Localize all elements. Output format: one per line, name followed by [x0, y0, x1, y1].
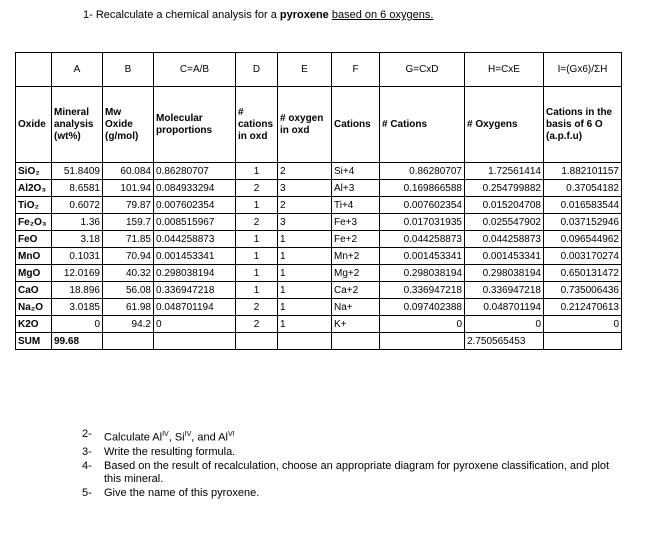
value-cell: 70.94 — [103, 248, 154, 265]
sum-cell: 99.68 — [52, 333, 103, 350]
value-cell: 0.001453341 — [154, 248, 236, 265]
value-cell: 159.7 — [103, 214, 154, 231]
value-cell: 0.6072 — [52, 197, 103, 214]
value-cell: 0.044258873 — [380, 231, 465, 248]
value-cell: Al+3 — [332, 180, 380, 197]
header-cell: # cations in oxd — [236, 87, 278, 163]
header-cell: Cations in the basis of 6 O (a.p.f.u) — [544, 87, 622, 163]
value-cell: 94.2 — [103, 316, 154, 333]
value-cell: 0.298038194 — [154, 265, 236, 282]
value-cell: 0.025547902 — [465, 214, 544, 231]
value-cell: 2 — [236, 299, 278, 316]
oxide-cell: K2O — [16, 316, 52, 333]
letter-cell: H=CxE — [465, 53, 544, 87]
value-cell: 0.015204708 — [465, 197, 544, 214]
empty-cell — [103, 333, 154, 350]
value-cell: 0.254799882 — [465, 180, 544, 197]
header-cell: Cations — [332, 87, 380, 163]
task-item — [82, 460, 614, 486]
table-row — [16, 214, 622, 231]
task-text: Based on the result of recalculation, choose an appropriate diagram for pyroxene classification, and plot this mineral. — [104, 459, 610, 485]
header-cell: # Cations — [380, 87, 465, 163]
heading-bold: pyroxene — [279, 9, 329, 21]
value-cell: 0.169866588 — [380, 180, 465, 197]
header-cell: Oxide — [16, 87, 52, 163]
header-cell: Mineral analysis (wt%) — [52, 87, 103, 163]
value-cell: 0 — [154, 316, 236, 333]
value-cell: 0.044258873 — [465, 231, 544, 248]
value-cell: Mn+2 — [332, 248, 380, 265]
value-cell: 2 — [236, 214, 278, 231]
value-cell: 0.86280707 — [380, 163, 465, 180]
table-row — [16, 248, 622, 265]
value-cell: Ti+4 — [332, 197, 380, 214]
value-cell: 1 — [278, 231, 332, 248]
heading-underlined: based on 6 oxygens. — [331, 9, 434, 21]
value-cell: 0.097402388 — [380, 299, 465, 316]
value-cell: 0.048701194 — [465, 299, 544, 316]
value-cell: 0.048701194 — [154, 299, 236, 316]
task-number: 2- — [82, 428, 92, 440]
value-cell: 51.8409 — [52, 163, 103, 180]
value-cell: 0.336947218 — [465, 282, 544, 299]
value-cell: 2 — [236, 180, 278, 197]
oxide-cell: CaO — [16, 282, 52, 299]
value-cell: 1 — [236, 231, 278, 248]
oxide-cell: MgO — [16, 265, 52, 282]
value-cell: Si+4 — [332, 163, 380, 180]
header-row — [16, 87, 622, 163]
letter-cell: A — [52, 53, 103, 87]
value-cell: Fe+2 — [332, 231, 380, 248]
table-row — [16, 282, 622, 299]
task-number: 5- — [82, 486, 92, 499]
value-cell: 0.735006436 — [544, 282, 622, 299]
value-cell: 0.1031 — [52, 248, 103, 265]
value-cell: 1.882101157 — [544, 163, 622, 180]
table-row — [16, 299, 622, 316]
task-item — [82, 446, 614, 459]
value-cell: 60.084 — [103, 163, 154, 180]
value-cell: 3 — [278, 180, 332, 197]
table-row — [16, 197, 622, 214]
task-list — [82, 428, 614, 501]
value-cell: 18.896 — [52, 282, 103, 299]
value-cell: 0.096544962 — [544, 231, 622, 248]
value-cell: 0.007602354 — [154, 197, 236, 214]
value-cell: 0.003170274 — [544, 248, 622, 265]
letter-cell-blank — [16, 53, 52, 87]
oxide-cell: MnO — [16, 248, 52, 265]
value-cell: 0.298038194 — [465, 265, 544, 282]
value-cell: 1 — [236, 265, 278, 282]
letter-cell: F — [332, 53, 380, 87]
oxide-cell: SiO₂ — [16, 163, 52, 180]
value-cell: 8.6581 — [52, 180, 103, 197]
letter-cell: E — [278, 53, 332, 87]
value-cell: Mg+2 — [332, 265, 380, 282]
header-cell: Molecular proportions — [154, 87, 236, 163]
oxide-cell: FeO — [16, 231, 52, 248]
table-row — [16, 163, 622, 180]
letter-cell: D — [236, 53, 278, 87]
value-cell: 0 — [465, 316, 544, 333]
value-cell: 12.0169 — [52, 265, 103, 282]
header-cell: # oxygen in oxd — [278, 87, 332, 163]
value-cell: 61.98 — [103, 299, 154, 316]
value-cell: 101.94 — [103, 180, 154, 197]
table-row — [16, 231, 622, 248]
oxide-cell: Al2O₃ — [16, 180, 52, 197]
letter-row — [16, 53, 622, 87]
letter-cell: C=A/B — [154, 53, 236, 87]
table-row — [16, 180, 622, 197]
value-cell: 3 — [278, 214, 332, 231]
sum-row — [16, 333, 622, 350]
value-cell: 0.007602354 — [380, 197, 465, 214]
value-cell: 2 — [236, 316, 278, 333]
value-cell: 2 — [278, 197, 332, 214]
sum-cell: SUM — [16, 333, 52, 350]
letter-cell: G=CxD — [380, 53, 465, 87]
value-cell: 0.001453341 — [465, 248, 544, 265]
value-cell: 1 — [278, 248, 332, 265]
value-cell: 3.18 — [52, 231, 103, 248]
value-cell: 1 — [236, 163, 278, 180]
task-text: Write the resulting formula. — [104, 445, 236, 458]
value-cell: 0.336947218 — [154, 282, 236, 299]
empty-cell — [380, 333, 465, 350]
value-cell: 0 — [544, 316, 622, 333]
letter-cell: B — [103, 53, 154, 87]
value-cell: 0.336947218 — [380, 282, 465, 299]
value-cell: 0.298038194 — [380, 265, 465, 282]
value-cell: 1.72561414 — [465, 163, 544, 180]
value-cell: 40.32 — [103, 265, 154, 282]
value-cell: 3.0185 — [52, 299, 103, 316]
oxide-cell: TiO₂ — [16, 197, 52, 214]
value-cell: 0 — [52, 316, 103, 333]
oxide-cell: Fe₂O₃ — [16, 214, 52, 231]
value-cell: Na+ — [332, 299, 380, 316]
value-cell: 0.017031935 — [380, 214, 465, 231]
value-cell: 0.37054182 — [544, 180, 622, 197]
value-cell: 0.044258873 — [154, 231, 236, 248]
value-cell: K+ — [332, 316, 380, 333]
letter-cell: I=(Gx6)/ΣH — [544, 53, 622, 87]
value-cell: 0.86280707 — [154, 163, 236, 180]
value-cell: Fe+3 — [332, 214, 380, 231]
table-row — [16, 316, 622, 333]
task-item — [82, 428, 614, 445]
empty-cell — [544, 333, 622, 350]
value-cell: 1.36 — [52, 214, 103, 231]
value-cell: 0.212470613 — [544, 299, 622, 316]
value-cell: 1 — [278, 265, 332, 282]
value-cell: 1 — [236, 248, 278, 265]
sum-cell: 2.750565453 — [465, 333, 544, 350]
exercise-heading — [83, 9, 433, 21]
table-row — [16, 265, 622, 282]
value-cell: 0.084933294 — [154, 180, 236, 197]
value-cell: 1 — [236, 282, 278, 299]
pyroxene-table — [15, 52, 622, 350]
task-text: Give the name of this pyroxene. — [104, 486, 260, 499]
task-text: Calculate $Al^{IV}$, $Si^{IV}$, and $Al^{VI}$ — [104, 431, 235, 444]
value-cell: 0.001453341 — [380, 248, 465, 265]
value-cell: 0.650131472 — [544, 265, 622, 282]
value-cell: 56.08 — [103, 282, 154, 299]
heading-prefix: 1- Recalculate a chemical analysis for a — [83, 9, 280, 21]
empty-cell — [332, 333, 380, 350]
value-cell: 2 — [278, 163, 332, 180]
task-number: 3- — [82, 445, 92, 458]
empty-cell — [278, 333, 332, 350]
value-cell: 1 — [278, 299, 332, 316]
value-cell: 0.008515967 — [154, 214, 236, 231]
empty-cell — [154, 333, 236, 350]
value-cell: 79.87 — [103, 197, 154, 214]
oxide-cell: Na₂O — [16, 299, 52, 316]
value-cell: 0.016583544 — [544, 197, 622, 214]
value-cell: 0 — [380, 316, 465, 333]
task-item — [82, 487, 614, 500]
header-cell: # Oxygens — [465, 87, 544, 163]
value-cell: 71.85 — [103, 231, 154, 248]
value-cell: 1 — [278, 316, 332, 333]
task-number: 4- — [82, 459, 92, 472]
value-cell: 0.037152946 — [544, 214, 622, 231]
value-cell: 1 — [278, 282, 332, 299]
empty-cell — [236, 333, 278, 350]
header-cell: Mw Oxide (g/mol) — [103, 87, 154, 163]
value-cell: Ca+2 — [332, 282, 380, 299]
value-cell: 1 — [236, 197, 278, 214]
